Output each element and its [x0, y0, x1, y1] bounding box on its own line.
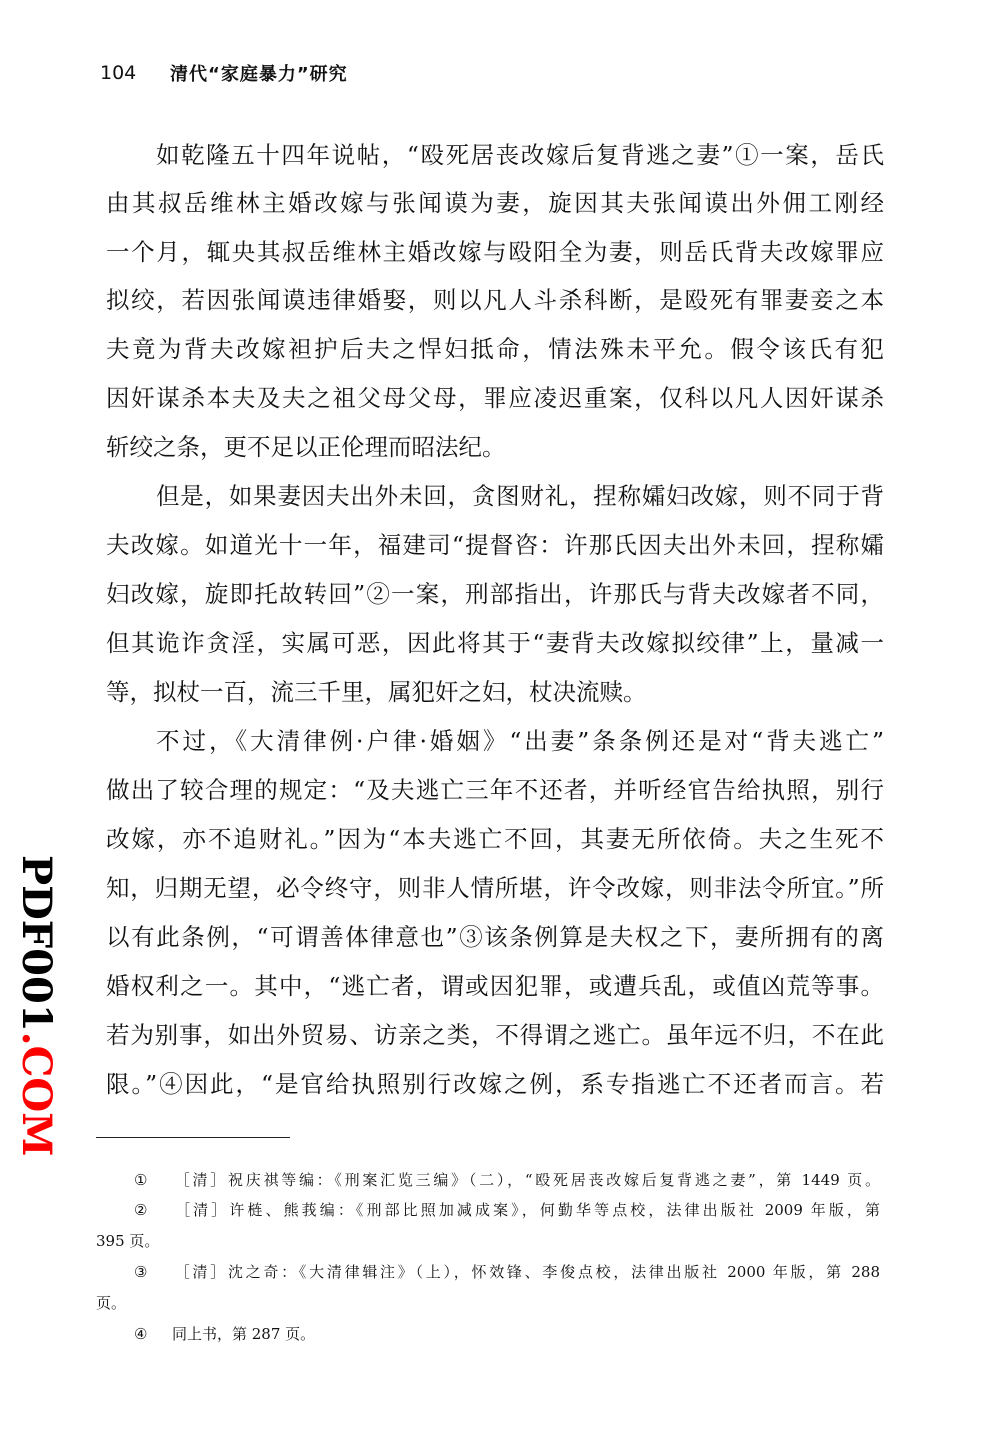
- footnote-text: ［清］沈之奇：《大清律辑注》（上），怀效锋、李俊点校，法律出版社 2000 年版，第 288: [172, 1263, 880, 1281]
- footnote-text: 395 页。: [96, 1232, 160, 1250]
- watermark-red-part: .COM: [13, 1031, 60, 1157]
- body-line: 等，拟杖一百，流三千里，属犯奸之妇，杖决流赎。: [106, 678, 647, 706]
- body-line: 妇改嫁，旋即托故转回”②一案，刑部指出，许那氏与背夫改嫁者不同，: [106, 580, 884, 608]
- body-line: 但是，如果妻因夫出外未回，贪图财礼，捏称孀妇改嫁，则不同于背: [156, 482, 884, 510]
- footnote-marker: ③: [134, 1263, 148, 1281]
- watermark-black-part: PDF001: [13, 855, 60, 1032]
- body-line: 由其叔岳维林主婚改嫁与张闻谟为妻，旋因其夫张闻谟出外佣工刚经: [106, 189, 884, 217]
- body-line: 若为别事，如出外贸易、访亲之类，不得谓之逃亡。虽年远不归，不在此: [106, 1021, 884, 1049]
- body-line: 夫竟为背夫改嫁袒护后夫之悍妇抵命，情法殊未平允。假令该氏有犯: [106, 335, 884, 363]
- body-line: 夫改嫁。如道光十一年，福建司“提督咨：许那氏因夫出外未回，捏称孀: [106, 531, 884, 559]
- body-line: 一个月，辄央其叔岳维林主婚改嫁与殴阳全为妻，则岳氏背夫改嫁罪应: [106, 238, 884, 266]
- footnote-3: [134, 1259, 880, 1285]
- footnote-text: 页。: [96, 1294, 127, 1312]
- body-line: 但其诡诈贪淫，实属可恶，因此将其于“妻背夫改嫁拟绞律”上，量减一: [106, 629, 884, 657]
- footnote-text: ［清］许梿、熊莪编：《刑部比照加减成案》，何勤华等点校，法律出版社 2009 年版，第: [172, 1201, 880, 1219]
- body-line: 限。”④因此，“是官给执照别行改嫁之例，系专指逃亡不还者而言。若: [106, 1070, 884, 1098]
- body-line: 如乾隆五十四年说帖，“殴死居丧改嫁后复背逃之妻”①一案，岳氏: [156, 141, 884, 169]
- footnote-2-continued: [96, 1228, 880, 1254]
- body-line: 斩绞之条，更不足以正伦理而昭法纪。: [106, 433, 506, 461]
- footnote-1: [134, 1167, 880, 1193]
- body-line: 因奸谋杀本夫及夫之祖父母父母，罪应凌迟重案，仅科以凡人因奸谋杀: [106, 384, 884, 412]
- body-line: 拟绞，若因张闻谟违律婚娶，则以凡人斗杀科断，是殴死有罪妻妾之本: [106, 286, 884, 314]
- watermark-text: [14, 855, 58, 1157]
- body-line: 婚权利之一。其中，“逃亡者，谓或因犯罪，或遭兵乱，或值凶荒等事。: [106, 972, 884, 1000]
- body-line: 以有此条例，“可谓善体律意也”③该条例算是夫权之下，妻所拥有的离: [106, 923, 884, 951]
- body-line: 知，归期无望，必令终守，则非人情所堪，许令改嫁，则非法令所宜。”所: [106, 874, 884, 902]
- watermark: [13, 855, 60, 1157]
- footnote-marker: ②: [134, 1201, 148, 1219]
- footnote-text: ［清］祝庆祺等编：《刑案汇览三编》（二），“殴死居丧改嫁后复背逃之妻”，第 1449 页。: [172, 1171, 880, 1189]
- body-line: 改嫁，亦不追财礼。”因为“本夫逃亡不回，其妻无所依倚。夫之生死不: [106, 825, 884, 853]
- page-header: [100, 58, 348, 88]
- page-number: 104: [100, 62, 137, 84]
- footnote-marker: ④: [134, 1325, 148, 1343]
- body-line: 不过，《大清律例·户律·婚姻》“出妻”条条例还是对“背夫逃亡”: [156, 727, 884, 755]
- running-title: 清代“家庭暴力”研究: [170, 64, 348, 85]
- footnote-2: [134, 1197, 880, 1223]
- footnote-3-continued: [96, 1290, 880, 1316]
- body-line: 做出了较合理的规定：“及夫逃亡三年不还者，并听经官告给执照，别行: [106, 776, 884, 804]
- footnote-text: 同上书，第 287 页。: [172, 1325, 316, 1343]
- footnote-4: [134, 1321, 880, 1347]
- footnote-divider: [96, 1137, 290, 1138]
- footnote-marker: ①: [134, 1171, 148, 1189]
